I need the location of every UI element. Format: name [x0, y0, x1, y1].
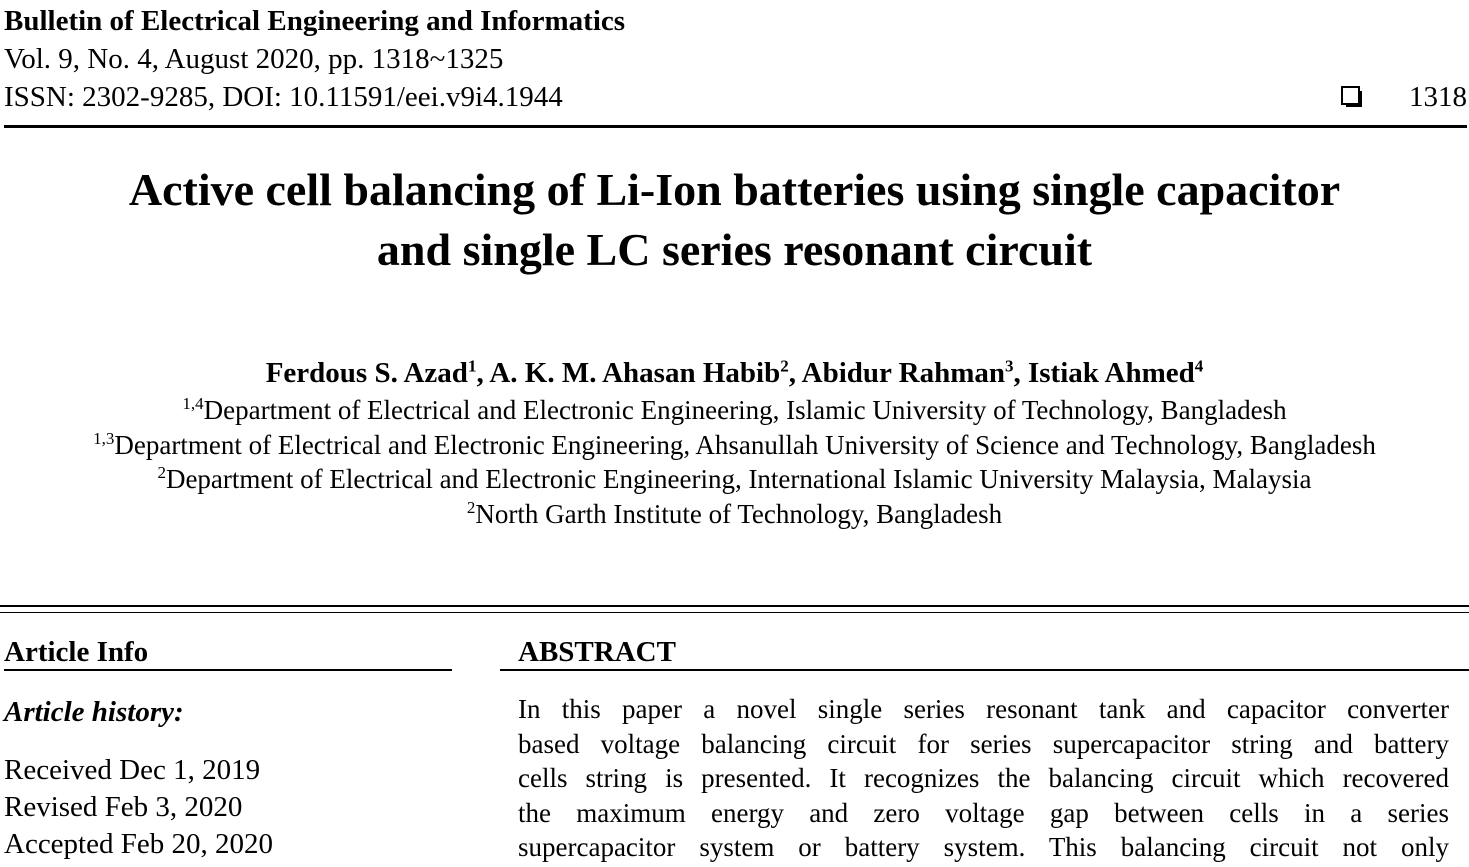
author-2: A. K. M. Ahasan Habib — [489, 357, 781, 389]
square-bullet-icon — [1341, 86, 1363, 108]
affiliation — [0, 428, 1469, 463]
affiliation-text: Department of Electrical and Electronic Engineering, International Islamic University Malaysia, Malaysia — [165, 464, 1312, 494]
author-list — [0, 354, 1469, 392]
article-history-label: Article history: — [4, 696, 184, 728]
journal-name: Bulletin of Electrical Engineering and Informatics — [4, 5, 626, 37]
abstract-rule — [500, 669, 1469, 671]
history-revised: Revised Feb 3, 2020 — [4, 791, 243, 823]
author-1: Ferdous S. Azad — [265, 357, 468, 389]
affiliation-sup: 2 — [466, 497, 476, 517]
author-1-sup: 1 — [467, 356, 477, 376]
article-info-heading: Article Info — [4, 636, 149, 668]
abstract-line: cells string is presented. It recognizes the balancing circuit which recovered — [518, 763, 1449, 793]
title-line-2: and single LC series resonant circuit — [376, 224, 1093, 275]
affiliation-text: Department of Electrical and Electronic Engineering, Ahsanullah University of Science and Technology, Bangladesh — [114, 429, 1376, 460]
abstract-line: based voltage balancing circuit for series supercapacitor string and battery — [518, 728, 1449, 759]
author-3-sup: 3 — [1004, 356, 1014, 376]
author-2-sup: 2 — [780, 356, 789, 376]
author-sep: , — [476, 357, 490, 389]
author-4-sup: 4 — [1194, 356, 1204, 376]
issn-row — [4, 78, 1467, 116]
affiliation-text: Department of Electrical and Electronic Engineering, Islamic University of Technology, Bangladesh — [203, 395, 1287, 425]
header-rule — [4, 125, 1467, 128]
affiliation-sup: 2 — [157, 463, 166, 482]
section-divider — [0, 605, 1469, 613]
title-line-1: Active cell balancing of Li-Ion batteries using single capacitor — [128, 164, 1341, 215]
abstract-body — [518, 692, 1449, 865]
article-history-list — [4, 752, 273, 863]
page-indicator — [1341, 78, 1467, 116]
author-4: Istiak Ahmed — [1027, 357, 1195, 389]
article-info-rule — [4, 669, 452, 671]
abstract-heading: ABSTRACT — [518, 636, 676, 668]
affiliation-sup: 1,4 — [182, 394, 204, 413]
abstract-line: In this paper a novel single series resonant tank and capacitor converter — [518, 694, 1449, 724]
author-sep: , — [1013, 357, 1028, 389]
volume-line: Vol. 9, No. 4, August 2020, pp. 1318~1325 — [4, 43, 504, 75]
issn-doi: ISSN: 2302-9285, DOI: 10.11591/eei.v9i4.1944 — [4, 81, 563, 113]
journal-header — [4, 2, 1467, 116]
affiliation — [0, 393, 1469, 428]
author-3: Abidur Rahman — [801, 357, 1005, 389]
affiliation — [0, 462, 1469, 497]
page-number: 1318 — [1409, 81, 1467, 113]
abstract-line: supercapacitor system or battery system. This balancing circuit not only — [518, 832, 1449, 862]
affiliation-list — [0, 393, 1469, 531]
affiliation-text: North Garth Institute of Technology, Bangladesh — [475, 498, 1003, 529]
affiliation — [0, 497, 1469, 532]
author-sep: , — [788, 357, 802, 389]
abstract-line: the maximum energy and zero voltage gap between cells in a series — [518, 797, 1449, 828]
history-received: Received Dec 1, 2019 — [4, 754, 261, 786]
paper-title — [0, 160, 1469, 280]
affiliation-sup: 1,3 — [93, 428, 115, 448]
history-accepted: Accepted Feb 20, 2020 — [4, 828, 273, 860]
